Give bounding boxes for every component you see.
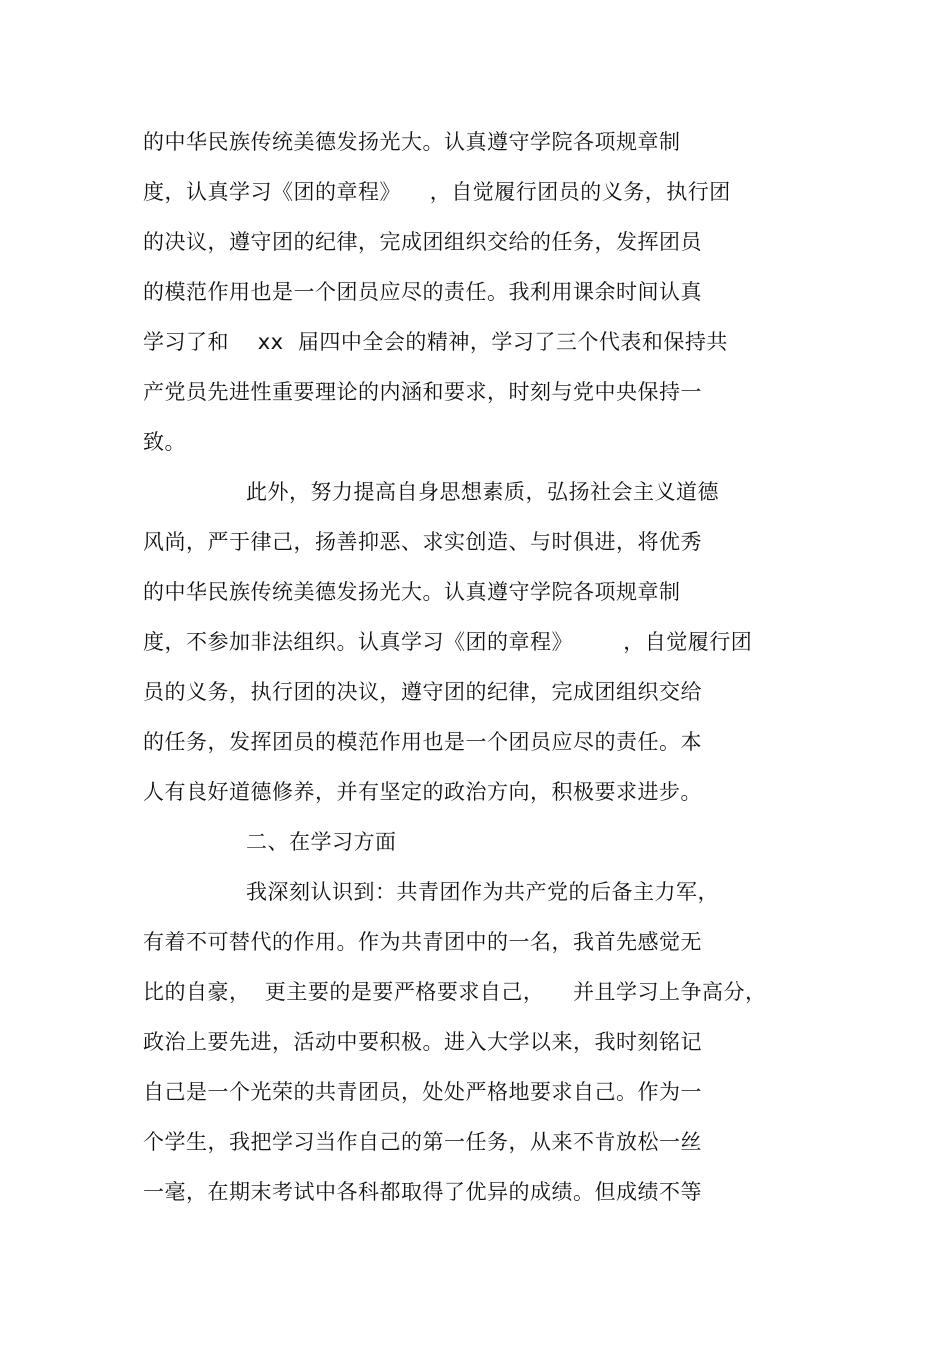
text-line-11: 度，不参加非法组织。认真学习《团的章程》 ，自觉履行团 xyxy=(143,630,753,654)
text-line-20: 自己是一个光荣的共青团员，处处严格地要求自己。作为一 xyxy=(143,1080,702,1104)
text-line-4: 的模范作用也是一个团员应尽的责任。我利用课余时间认真 xyxy=(143,280,702,304)
text-line-12: 员的义务，执行团的决议，遵守团的纪律，完成团组织交给 xyxy=(143,680,702,704)
text-line-19: 政治上要先进，活动中要积极。进入大学以来，我时刻铭记 xyxy=(143,1030,702,1054)
paragraph-3-first-line: 我深刻认识到：共青团作为共产党的后备主力军， xyxy=(246,880,719,904)
text-line-7: 致。 xyxy=(143,430,186,454)
section-heading-study: 二、在学习方面 xyxy=(246,830,397,854)
text-line-17: 有着不可替代的作用。作为共青团中的一名，我首先感觉无 xyxy=(143,930,702,954)
text-line-9: 风尚，严于律己，扬善抑恶、求实创造、与时俱进，将优秀 xyxy=(143,530,702,554)
text-line-22: 一毫，在期末考试中各科都取得了优异的成绩。但成绩不等 xyxy=(143,1180,702,1204)
text-line-1: 的中华民族传统美德发扬光大。认真遵守学院各项规章制 xyxy=(143,130,681,154)
text-line-14: 人有良好道德修养，并有坚定的政治方向，积极要求进步。 xyxy=(143,780,702,804)
text-line-3: 的决议，遵守团的纪律，完成团组织交给的任务，发挥团员 xyxy=(143,230,702,254)
text-line-18: 比的自豪， 更主要的是要严格要求自己， 并且学习上争高分， xyxy=(143,980,767,1004)
text-line-10: 的中华民族传统美德发扬光大。认真遵守学院各项规章制 xyxy=(143,580,681,604)
text-line-21: 个学生，我把学习当作自己的第一任务，从来不肯放松一丝 xyxy=(143,1130,702,1154)
text-line-5: 学习了和 xx 届四中全会的精神，学习了三个代表和保持共 xyxy=(143,330,728,354)
text-line-6: 产党员先进性重要理论的内涵和要求，时刻与党中央保持一 xyxy=(143,380,702,404)
text-line-13: 的任务，发挥团员的模范作用也是一个团员应尽的责任。本 xyxy=(143,730,702,754)
paragraph-2-first-line: 此外，努力提高自身思想素质，弘扬社会主义道德 xyxy=(246,480,719,504)
text-line-2: 度，认真学习《团的章程》 ，自觉履行团员的义务，执行团 xyxy=(143,180,731,204)
